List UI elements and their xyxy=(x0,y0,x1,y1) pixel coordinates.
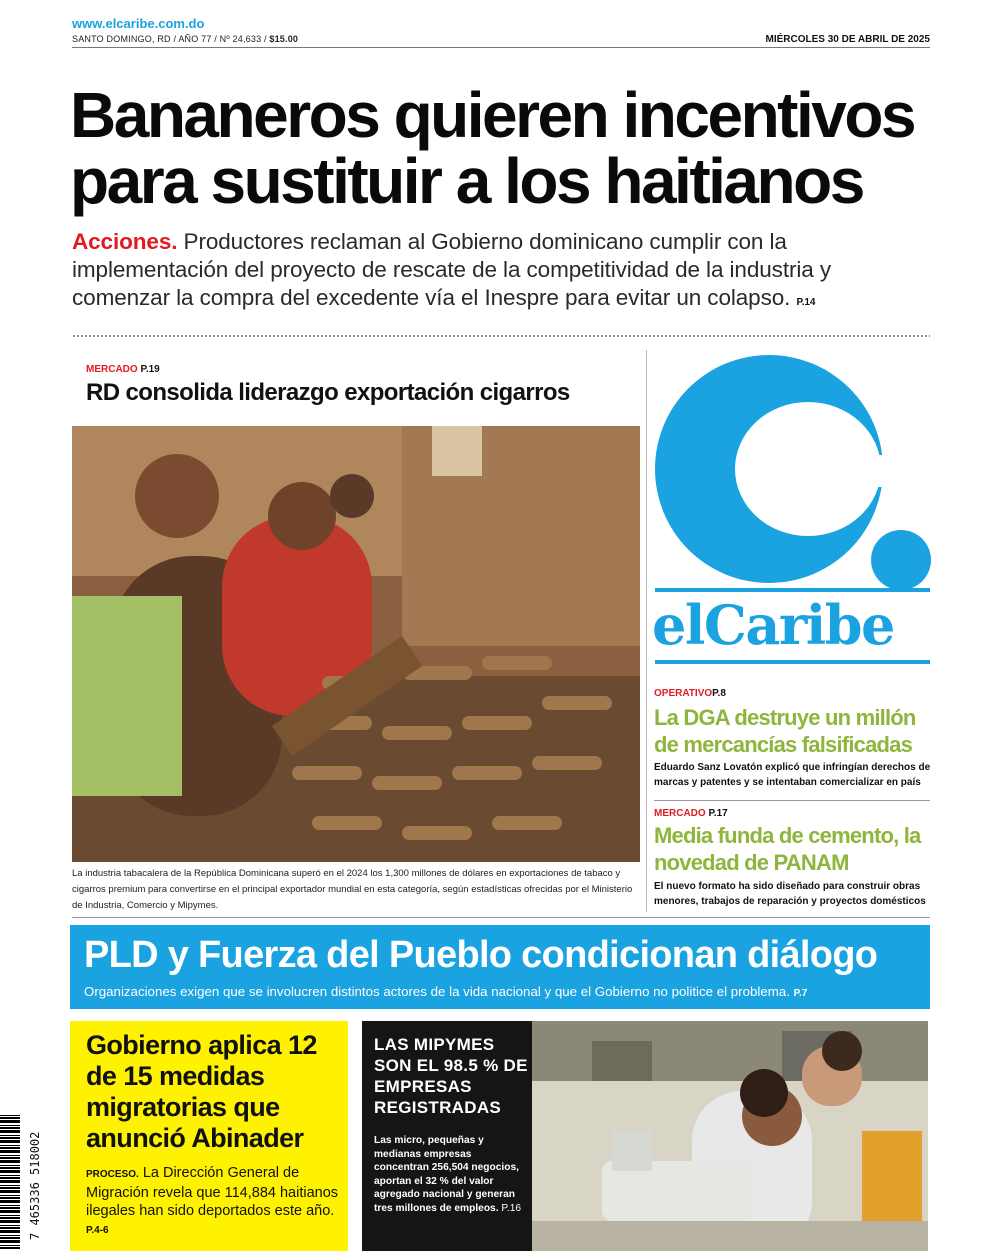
migration-headline[interactable]: Gobierno aplica 12 de 15 medidas migratorias que anunció Abinader xyxy=(86,1030,317,1153)
banner-page-ref: P.7 xyxy=(793,988,808,999)
cigar-photo-illustration xyxy=(72,426,640,862)
dga-page-ref: P.8 xyxy=(712,688,726,699)
lead-deck-text: Productores reclaman al Gobierno dominicano cumplir con la implementación del proyecto de rescate de la competitividad de la industria y comenzar la compra del excedente vía el Inespre para evitar un colapso. xyxy=(72,229,831,310)
lead-headline-line1: Bananeros quieren incentivos xyxy=(70,79,915,151)
panam-section-tag xyxy=(654,808,728,819)
lead-page-ref: P.14 xyxy=(796,297,816,308)
edition-info xyxy=(72,34,298,44)
mipymes-page-ref: P.16 xyxy=(501,1202,522,1214)
column-divider xyxy=(646,350,647,912)
panam-page-ref: P.17 xyxy=(705,808,728,819)
mid-rule xyxy=(72,917,930,918)
barcode-number: 7 465336 518002 xyxy=(28,1131,42,1240)
logo-dot xyxy=(871,530,931,590)
top-rule xyxy=(72,47,930,48)
dotted-rule-top xyxy=(72,334,930,339)
sewing-photo-illustration xyxy=(532,1021,928,1251)
logo-rule-bottom xyxy=(655,660,930,664)
panam-section: MERCADO xyxy=(654,808,706,819)
mipymes-summary-text: Las micro, pequeñas y medianas empresas concentran 256,504 negocios, aportan el 32 % del valor agregado nacional y generan tres millones de empleos. xyxy=(374,1135,519,1214)
banner-headline[interactable]: PLD y Fuerza del Pueblo condicionan diálogo xyxy=(84,934,878,976)
mipymes-headline[interactable]: LAS MIPYMES SON EL 98.5 % DE EMPRESAS REGISTRADAS xyxy=(374,1035,528,1117)
site-url[interactable]: www.elcaribe.com.do xyxy=(72,16,205,31)
logo-wordmark[interactable]: elCaribe xyxy=(652,593,894,657)
migration-deck xyxy=(86,1164,348,1240)
dga-section: OPERATIVO xyxy=(654,688,713,699)
cigar-page-ref: P.19 xyxy=(137,364,160,375)
banner-deck xyxy=(84,984,807,999)
migration-page-ref: P.4-6 xyxy=(86,1225,109,1236)
brief-divider xyxy=(654,800,930,801)
panam-headline[interactable]: Media funda de cemento, la novedad de PANAM xyxy=(654,823,921,875)
edition-prefix: SANTO DOMINGO, RD / AÑO 77 / Nº 24,633 / xyxy=(72,34,270,44)
lead-deck xyxy=(72,228,930,317)
mipymes-summary xyxy=(374,1134,524,1215)
migration-deck-text: La Dirección General de Migración revela que 114,884 haitianos ilegales han sido deportados este año. xyxy=(86,1165,339,1219)
cigar-section-tag xyxy=(86,364,160,375)
issue-date: MIÉRCOLES 30 DE ABRIL DE 2025 xyxy=(765,34,930,45)
panam-summary: El nuevo formato ha sido diseñado para construir obras menores, trabajos de reparación y proyectos domésticos xyxy=(654,881,926,907)
dga-headline[interactable]: La DGA destruye un millón de mercancías falsificadas xyxy=(654,705,916,757)
migration-kicker: PROCESO. xyxy=(86,1169,139,1180)
lead-headline[interactable] xyxy=(70,79,950,217)
logo-c-opening xyxy=(810,455,890,487)
cigar-headline[interactable]: RD consolida liderazgo exportación cigarros xyxy=(86,379,570,406)
logo-rule-top xyxy=(655,588,930,592)
cover-price: $15.00 xyxy=(269,34,299,44)
cigar-caption: La industria tabacalera de la República Dominicana superó en el 2024 los 1,300 millones de dólares en exportaciones de tabaco y cigarros premium para convertirse en el principal exportador mundial en esta categoría, según estadísticas ofrecidas por el Ministerio de Industria, Comercio y Mipymes. xyxy=(72,868,633,911)
cigar-section: MERCADO xyxy=(86,364,138,375)
banner-deck-text: Organizaciones exigen que se involucren distintos actores de la vida nacional y que el Gobierno no politice el problema. xyxy=(84,984,794,999)
cigar-factory-photo xyxy=(72,426,640,862)
sewing-workshop-photo xyxy=(532,1021,928,1251)
dga-section-tag xyxy=(654,688,726,699)
lead-kicker: Acciones. xyxy=(72,229,178,254)
lead-headline-line2: para sustituir a los haitianos xyxy=(70,145,863,217)
dga-summary: Eduardo Sanz Lovatón explicó que infringían derechos de marcas y patentes y se intentaban comercializar en país xyxy=(654,762,931,788)
barcode-bars xyxy=(0,1115,20,1249)
